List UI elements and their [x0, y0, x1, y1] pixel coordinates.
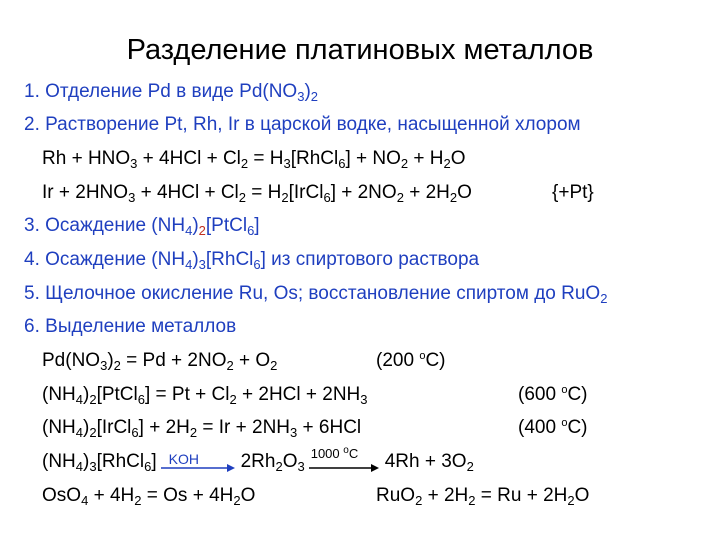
step-4-part: ] из спиртового раствора [260, 249, 480, 270]
ru-reduce-part: + 2H [422, 485, 469, 506]
ir-reduce-part: = Ir + 2NH [197, 417, 291, 438]
step-4-sub: 3 [198, 257, 206, 272]
pt-decomp-part: ] = Pt + Cl [145, 384, 230, 405]
ru-reduce-part: = Ru + 2H [475, 485, 568, 506]
pd-decomp-part: = Pd + 2NO [120, 350, 227, 371]
rh-reduce-part: ] [151, 451, 157, 472]
heat-temp: 1000 [310, 446, 344, 461]
os-reduce-part: O [240, 485, 256, 506]
step-3-sub: 6 [247, 223, 255, 238]
ru-reduce-part: RuO [376, 485, 416, 506]
pt-decomp-temperature [518, 383, 588, 407]
ir-reduce-sub: 2 [189, 425, 198, 440]
step-4-part: ) [192, 249, 199, 270]
pt-decomp-sub: 2 [229, 392, 237, 407]
reaction-pd-decomp [42, 349, 277, 373]
reaction-rh-dissolve [42, 147, 466, 171]
ir-dissolve-part: ] + 2NO [330, 182, 397, 203]
rh-reduce-sub: 3 [297, 459, 305, 474]
ir-dissolve-part: + 4HCl + Cl [135, 182, 239, 203]
step-3-number: 3. [24, 215, 40, 236]
rh-reduce-part: ) [83, 451, 90, 472]
ir-reduce-part: + 6HCl [297, 417, 362, 438]
ir-reduce-part: [IrCl [96, 417, 132, 438]
step-6-number: 6. [24, 316, 40, 337]
pt-decomp-part: + 2HCl + 2NH [236, 384, 361, 405]
reaction-arrow-icon [161, 464, 235, 472]
step-4-sub: 6 [253, 257, 261, 272]
step-4-number: 4. [24, 249, 40, 270]
reaction-ir-dissolve [42, 181, 472, 205]
step-3-sub: 4 [185, 223, 193, 238]
ir-dissolve-sub: 6 [323, 190, 331, 205]
heat-unit: C [348, 446, 359, 461]
ir-dissolve-part: = H [246, 182, 282, 203]
ir-reduce-sub: 3 [290, 425, 298, 440]
step-2-number: 2. [24, 114, 40, 135]
ir-reduce-part: ] + 2H [138, 417, 190, 438]
rh-dissolve-part: + H [408, 148, 444, 169]
temp-part: (200 [376, 350, 420, 371]
pd-decomp-temperature [376, 349, 446, 373]
ir-dissolve-sub: 3 [128, 190, 136, 205]
degree-sign: o [343, 445, 349, 456]
koh-condition: KOH [168, 451, 199, 467]
step-1 [24, 80, 318, 104]
ir-reduce-part: (NH [42, 417, 76, 438]
step-3-part: ] [254, 215, 260, 236]
rh-dissolve-sub: 2 [443, 156, 451, 171]
step-2 [24, 113, 581, 137]
step-3-part: ) [192, 215, 199, 236]
step-5-number: 5. [24, 283, 40, 304]
rh-reduce-sub: 4 [75, 459, 84, 474]
ir-dissolve-sub: 2 [449, 190, 458, 205]
step-1-sub: 3 [297, 89, 305, 104]
os-reduce-sub: 2 [233, 493, 241, 508]
os-reduce-sub: 4 [81, 493, 89, 508]
temp-part: C) [567, 417, 588, 438]
ir-dissolve-sub: 2 [396, 190, 404, 205]
step-5-text: Щелочное окисление Ru, Os; восстановление спиртом до RuO [45, 283, 601, 304]
rh-dissolve-part: [RhCl [290, 148, 339, 169]
step-1-tail: ) [304, 81, 311, 102]
reaction-os-reduce [42, 484, 255, 508]
ir-reduce-sub: 2 [89, 425, 97, 440]
step-1-text: Отделение Pd в виде Pd(NO [45, 81, 298, 102]
rh-dissolve-part: + 4HCl + Cl [137, 148, 241, 169]
rh-dissolve-part: Rh + HNO [42, 148, 131, 169]
step-6-text: Выделение металлов [45, 316, 237, 337]
pd-decomp-sub: 2 [226, 358, 234, 373]
step-3 [24, 214, 260, 238]
step-4-sub: 4 [185, 257, 193, 272]
heat-condition [311, 442, 359, 466]
rh-reduce-sub: 2 [275, 459, 283, 474]
rh-reduce-sub: 3 [89, 459, 97, 474]
pt-decomp-sub: 6 [137, 392, 145, 407]
rh-dissolve-part: O [450, 148, 466, 169]
rh-dissolve-sub: 2 [240, 156, 249, 171]
reaction-ir-reduce [42, 416, 361, 440]
ir-reduce-part: ) [83, 417, 90, 438]
temp-part: (400 [518, 417, 562, 438]
step-5-sub: 2 [600, 291, 608, 306]
ir-dissolve-part: O [457, 182, 472, 203]
rh-reduce-sub: 6 [144, 459, 152, 474]
ir-dissolve-part: [IrCl [288, 182, 324, 203]
rh-dissolve-part: = H [248, 148, 284, 169]
rh-reduce-part: O [282, 451, 298, 472]
ru-reduce-sub: 2 [468, 493, 476, 508]
temp-part: C) [567, 384, 588, 405]
temp-part: C) [425, 350, 446, 371]
rh-reduce-part: 4Rh + 3O [384, 451, 467, 472]
degree-sign: o [561, 384, 568, 396]
temp-part: (600 [518, 384, 562, 405]
ir-dissolve-sub: 2 [238, 190, 247, 205]
koh-arrow [161, 450, 235, 474]
ir-dissolve-part: + 2H [403, 182, 450, 203]
pd-decomp-sub: 2 [113, 358, 121, 373]
pd-decomp-sub: 3 [100, 358, 108, 373]
ir-reduce-temperature [518, 416, 588, 440]
rh-dissolve-sub: 6 [338, 156, 346, 171]
ir-reduce-sub: 6 [131, 425, 139, 440]
rh-dissolve-sub: 2 [400, 156, 409, 171]
reaction-pt-decomp [42, 383, 368, 407]
pd-decomp-part: Pd(NO [42, 350, 101, 371]
reaction-rh-reduce [42, 445, 474, 474]
step-3-part: [PtCl [205, 215, 248, 236]
rh-reduce-part: [RhCl [96, 451, 145, 472]
pd-decomp-sub: 2 [270, 358, 278, 373]
step-4 [24, 248, 479, 272]
step-5 [24, 282, 607, 306]
step-3-sub: 2 [198, 223, 206, 238]
step-1-number: 1. [24, 81, 40, 102]
degree-sign: o [419, 350, 426, 362]
slide-title: Разделение платиновых металлов [126, 34, 594, 66]
ir-reduce-sub: 4 [75, 425, 84, 440]
reaction-ru-reduce [376, 484, 589, 508]
rh-dissolve-part: ] + NO [345, 148, 401, 169]
pt-decomp-sub: 4 [75, 392, 84, 407]
step-2-text: Растворение Pt, Rh, Ir в царской водке, насыщенной хлором [45, 114, 581, 135]
pt-decomp-part: (NH [42, 384, 76, 405]
step-6 [24, 315, 236, 339]
pt-decomp-sub: 3 [360, 392, 368, 407]
rh-reduce-part: (NH [42, 451, 76, 472]
os-reduce-part: + 4H [88, 485, 135, 506]
pt-decomp-part: [PtCl [96, 384, 138, 405]
ir-dissolve-note: {+Pt} [552, 182, 594, 203]
pt-decomp-sub: 2 [89, 392, 97, 407]
pd-decomp-part: + O [233, 350, 271, 371]
reaction-arrow-icon [309, 464, 379, 472]
rh-dissolve-sub: 3 [283, 156, 291, 171]
os-reduce-sub: 2 [134, 493, 142, 508]
ir-dissolve-sub: 2 [281, 190, 289, 205]
rh-reduce-part: 2Rh [240, 451, 276, 472]
step-4-text: Осаждение (NH [45, 249, 186, 270]
step-1-tail-sub: 2 [310, 89, 319, 104]
heat-arrow [309, 445, 379, 474]
ru-reduce-part: O [574, 485, 590, 506]
pt-decomp-part: ) [83, 384, 90, 405]
ir-dissolve-part: Ir + 2HNO [42, 182, 129, 203]
ru-reduce-sub: 2 [415, 493, 423, 508]
os-reduce-part: OsO [42, 485, 82, 506]
rh-dissolve-sub: 3 [130, 156, 138, 171]
rh-reduce-sub: 2 [466, 459, 474, 474]
os-reduce-part: = Os + 4H [141, 485, 234, 506]
pd-decomp-part: ) [107, 350, 114, 371]
ru-reduce-sub: 2 [567, 493, 575, 508]
step-3-text: Осаждение (NH [45, 215, 186, 236]
step-4-part: [RhCl [205, 249, 254, 270]
degree-sign: o [561, 417, 568, 429]
